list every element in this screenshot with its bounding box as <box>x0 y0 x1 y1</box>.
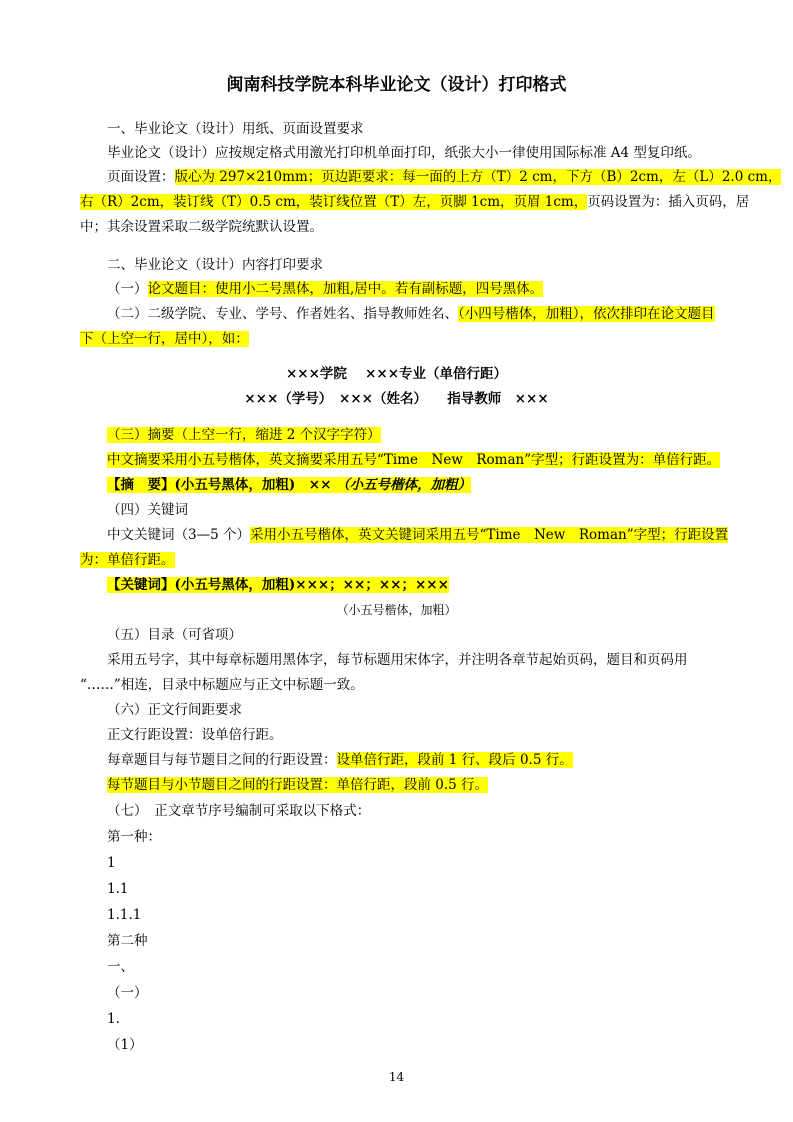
format-2-level-4: （1） <box>107 1037 143 1053</box>
page-number: 14 <box>388 1070 405 1084</box>
keyword-format-highlight: 采用小五号楷体，英文关键词采用五号“Time New Roman”字型；行距设置 <box>249 527 729 543</box>
item-6-line-1: 正文行距设置：设单倍行距。 <box>107 727 283 743</box>
item-1-number: （一） <box>107 281 148 297</box>
item-4: （四）关键词 <box>107 502 188 518</box>
abstract-format-highlight: 中文摘要采用小五号楷体，英文摘要采用五号“Time New Roman”字型；行距设置为：单倍行距。 <box>107 452 721 468</box>
example-line-2: ×××（学号） ×××（姓名） 指导教师 ××× <box>244 391 549 407</box>
margin-highlight: 右（R）2cm，装订线（T）0.5 cm，装订线位置（T）左，页脚 1cm，页眉 1cm， <box>80 194 588 210</box>
page-setup-highlight: 版心为 297×210mm；页边距要求：每一面的上方（T）2 cm，下方（B）2cm，左（L）2.0 cm， <box>174 169 782 185</box>
item-6-line-3 <box>107 774 735 796</box>
item-5-paragraph-line-2: “……”相连，目录中标题应与正文中标题一致。 <box>80 677 364 693</box>
item-7: （七） 正文章节序号编制可采取以下格式： <box>107 803 371 819</box>
item-3-highlight: （三）摘要（上空一行，缩进 2 个汉字字符） <box>107 427 381 443</box>
keyword-example-note: （小五号楷体，加粗） <box>336 603 457 617</box>
format-1-level-2: 1.1 <box>107 881 129 897</box>
chapter-spacing-label: 每章题目与每节题目之间的行距设置： <box>107 752 337 768</box>
format-2-level-3: 1. <box>107 1011 120 1027</box>
item-3-paragraph <box>107 449 735 471</box>
item-2-line-2 <box>80 328 735 350</box>
chapter-spacing-highlight: 设单倍行距，段前 1 行、段后 0.5 行。 <box>336 752 573 768</box>
s1-paragraph-1: 毕业论文（设计）应按规定格式用激光打印机单面打印，纸张大小一律使用国际标准 A4 型复印纸。 <box>107 145 701 161</box>
keyword-format-highlight-2: 为：单倍行距。 <box>80 552 175 568</box>
item-6: （六）正文行间距要求 <box>107 702 242 718</box>
keyword-example-highlight: 【关键词】(小五号黑体，加粗)×××；××；××；××× <box>107 577 449 593</box>
abstract-example-highlight: 【摘 要】(小五号黑体，加粗) ×× （小五号楷体，加粗） <box>107 477 472 493</box>
item-5: （五）目录（可省项） <box>107 627 242 643</box>
s1-paragraph-2-line-3: 中；其余设置采取二级学院统默认设置。 <box>80 219 323 235</box>
abstract-example <box>107 474 735 496</box>
item-4-paragraph-line-2 <box>80 549 735 571</box>
item-2-highlight: （小四号楷体，加粗），依次排印在论文题目 <box>458 306 715 322</box>
format-2-label: 第二种 <box>107 933 148 949</box>
section-spacing-highlight: 每节题目与小节题目之间的行距设置：单倍行距，段前 0.5 行。 <box>107 777 489 793</box>
item-2-text: （二）二级学院、专业、学号、作者姓名、指导教师姓名、 <box>107 306 458 322</box>
item-2-highlight-2: 下（上空一行，居中），如： <box>80 331 249 347</box>
item-4-paragraph-line-1 <box>107 524 735 546</box>
item-2-line-1 <box>107 303 735 325</box>
section-1-heading: 一、毕业论文（设计）用纸、页面设置要求 <box>107 121 364 137</box>
item-3 <box>107 424 735 446</box>
format-1-label: 第一种： <box>107 829 161 845</box>
item-1-highlight: 论文题目：使用小二号黑体，加粗,居中。若有副标题，四号黑体。 <box>147 281 544 297</box>
item-1 <box>107 278 735 300</box>
format-2-level-1: 一、 <box>107 959 134 975</box>
page-setup-label: 页面设置： <box>107 169 175 185</box>
example-line-1: ×××学院 ×××专业（单倍行距） <box>285 366 508 382</box>
section-2-heading: 二、毕业论文（设计）内容打印要求 <box>107 257 323 273</box>
format-1-level-3: 1.1.1 <box>107 907 142 923</box>
keyword-example <box>107 574 735 596</box>
s1-paragraph-2-line-1 <box>107 166 782 188</box>
format-1-level-1: 1 <box>107 855 116 871</box>
item-6-line-2 <box>107 749 735 771</box>
document-title: 闽南科技学院本科毕业论文（设计）打印格式 <box>226 75 567 95</box>
item-5-paragraph-line-1: 采用五号字，其中每章标题用黑体字，每节标题用宋体字，并注明各章节起始页码，题目和页码用 <box>107 652 688 668</box>
keyword-count: 中文关键词（3—5 个） <box>107 527 250 543</box>
s1-paragraph-2-line-2 <box>80 191 750 213</box>
page-number-setting: 页码设置为：插入页码，居 <box>587 194 750 210</box>
format-2-level-2: （一） <box>107 985 148 1001</box>
